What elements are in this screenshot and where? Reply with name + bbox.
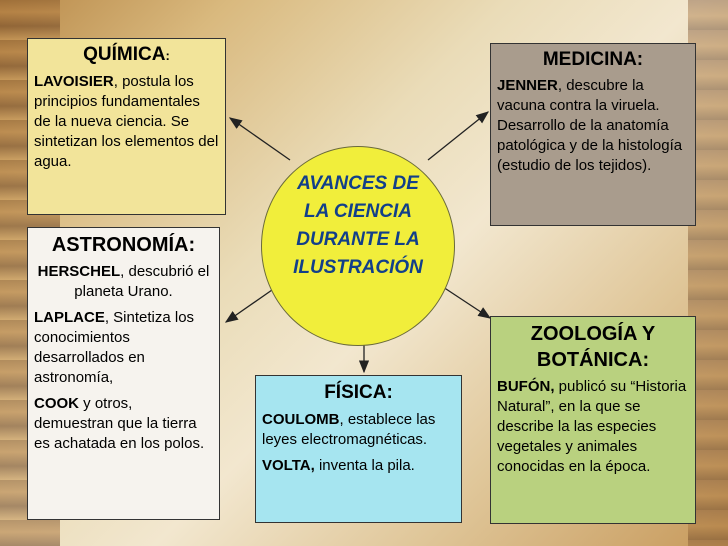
quimica-box xyxy=(27,38,226,215)
medicina-entry: JENNER, descubre la vacuna contra la viruela. Desarrollo de la anatomía patológica y de la histología (estudio de los tejidos). xyxy=(497,77,683,174)
astronomia-entry: HERSCHEL, descubrió el planeta Urano. xyxy=(37,263,210,300)
fisica-box xyxy=(255,375,462,523)
arrow-to-zoologia xyxy=(440,285,490,318)
arrow-to-medicina xyxy=(428,112,488,160)
arrow-to-quimica xyxy=(230,118,290,160)
medicina-heading: MEDICINA: xyxy=(542,49,644,70)
zoologia-entry: BUFÓN, publicó su “Historia Natural”, en la que se describe la las especies vegetales y animales conocidas en la época. xyxy=(497,378,687,475)
scientist-name: JENNER xyxy=(497,77,558,94)
scientist-name: LAPLACE xyxy=(34,309,105,326)
astronomia-entry: LAPLACE, Sintetiza los conocimientos desarrollados en astronomía, xyxy=(34,309,195,386)
astronomia-box xyxy=(27,227,220,520)
fisica-entry: VOLTA, inventa la pila. xyxy=(262,457,415,474)
quimica-entry: LAVOISIER, postula los principios fundamentales de la nueva ciencia. Se sintetizan los elementos del agua. xyxy=(34,73,219,170)
fisica-heading: FÍSICA: xyxy=(324,382,393,403)
zoologia-box xyxy=(490,316,696,524)
scientist-name: COOK xyxy=(34,395,79,412)
astronomia-entry: COOK y otros, demuestran que la tierra es achatada en los polos. xyxy=(34,395,205,452)
zoologia-heading: ZOOLOGÍA Y BOTÁNICA: xyxy=(530,323,656,371)
scientist-name: LAVOISIER xyxy=(34,73,114,90)
scientist-name: BUFÓN, xyxy=(497,378,555,395)
fisica-entry: COULOMB, establece las leyes electromagnéticas. xyxy=(262,411,436,448)
scientist-name: HERSCHEL xyxy=(37,263,121,280)
quimica-heading: QUÍMICA: xyxy=(83,44,170,65)
astronomia-heading: ASTRONOMÍA: xyxy=(51,234,196,256)
medicina-box xyxy=(490,43,696,226)
arrow-to-astronomia xyxy=(226,290,272,322)
scientist-name: COULOMB xyxy=(262,411,340,428)
scientist-name: VOLTA, xyxy=(262,457,315,474)
center-title: AVANCES DE LA CIENCIA DURANTE LA ILUSTRACIÓN xyxy=(293,173,423,278)
